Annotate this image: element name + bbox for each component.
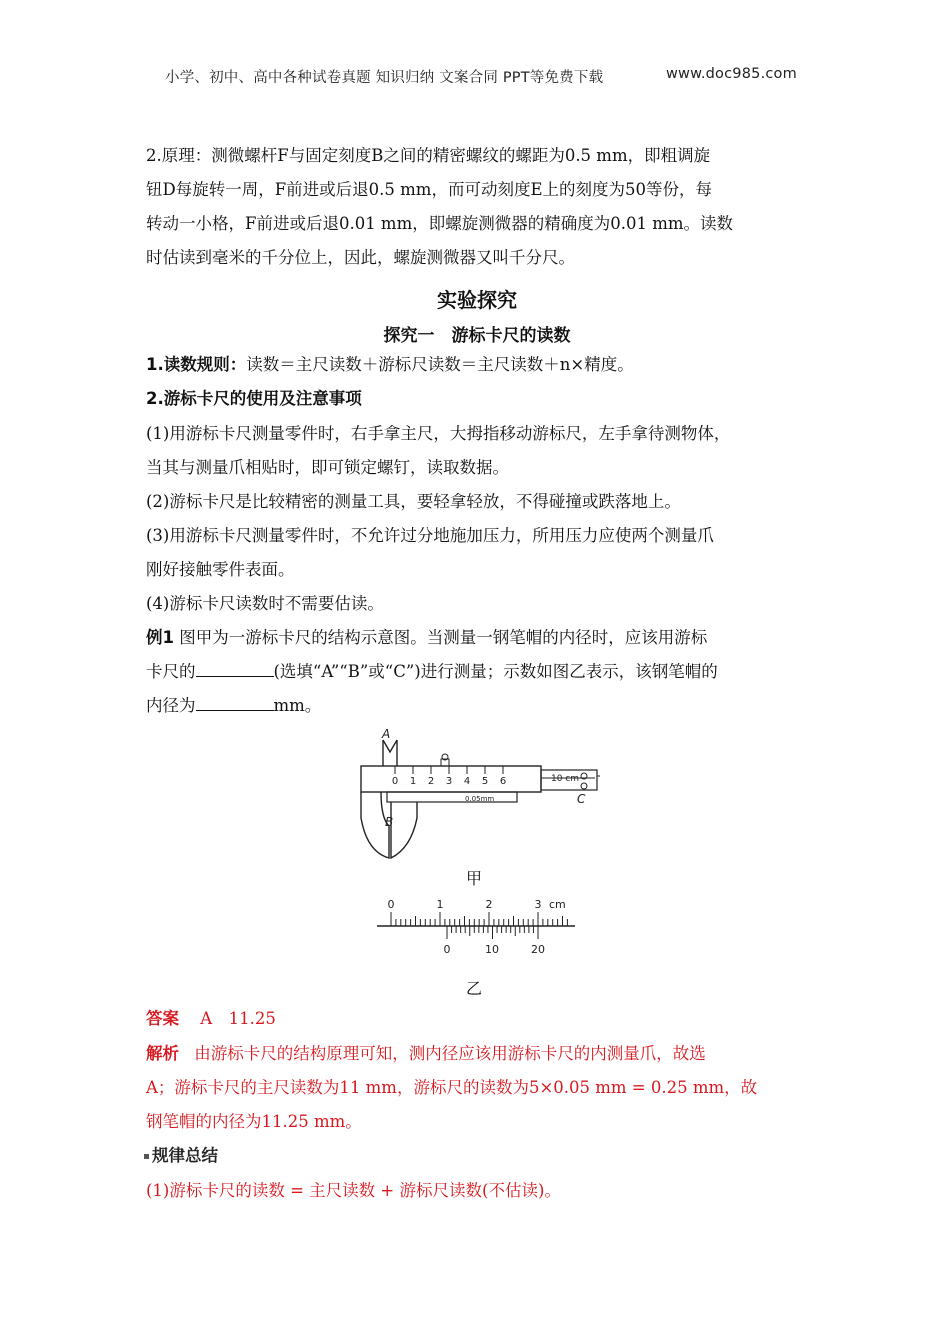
reading-rule-label: 1.读数规则：	[146, 355, 247, 374]
scale-vernier-0: 0	[443, 943, 451, 956]
analysis-label: 解析	[146, 1044, 179, 1063]
note-1-line-1: (1)用游标卡尺测量零件时，右手拿主尺，大拇指移动游标尺，左手拿待测物体，	[146, 424, 731, 443]
main-tick-3: 3	[445, 776, 453, 787]
figure-caliper	[355, 726, 605, 861]
jaw-b-sliding	[391, 802, 417, 858]
example-text-2b: (选填“A”“B”或“C”)进行测量；示数如图乙表示，该钢笔帽的	[273, 662, 718, 681]
scale-main-0: 0	[387, 898, 395, 911]
label-c: C	[577, 792, 586, 806]
label-b: B	[385, 815, 394, 829]
scale-vernier-20: 20	[531, 943, 545, 956]
example-line-3	[146, 696, 808, 716]
main-tick-0: 0	[391, 776, 399, 787]
example-label: 例1	[146, 628, 174, 647]
scale-unit: cm	[549, 898, 566, 911]
vernier-label: 0.05mm	[465, 795, 495, 803]
note-4: (4)游标卡尺读数时不需要估读。	[146, 594, 384, 613]
main-tick-6: 6	[499, 776, 507, 787]
principle-line-2: 钮D每旋转一周，F前进或后退0.5 mm，而可动刻度E上的刻度为50等份，每	[146, 180, 712, 199]
note-2: (2)游标卡尺是比较精密的测量工具，要轻拿轻放，不得碰撞或跌落地上。	[146, 492, 681, 511]
summary-heading	[144, 1142, 218, 1166]
answer-blank-1[interactable]	[196, 662, 274, 677]
scale-main-1: 1	[436, 898, 444, 911]
main-tick-2: 2	[427, 776, 435, 787]
main-scale	[395, 766, 503, 774]
header-website: www.doc985.com	[666, 66, 797, 82]
vernier-slider	[387, 792, 517, 802]
scale-main-2: 2	[485, 898, 493, 911]
main-tick-4: 4	[463, 776, 471, 787]
example-text-3b: mm。	[273, 696, 322, 715]
analysis-line-1	[146, 1044, 808, 1064]
figure-a-caption: 甲	[466, 869, 483, 888]
note-3-line-2: 刚好接触零件表面。	[146, 560, 295, 579]
vernier-scale-ticks	[447, 926, 538, 939]
example-line-2	[146, 662, 808, 682]
label-a: A	[382, 727, 391, 741]
figure-vernier-scale	[375, 894, 580, 960]
principle-line-3: 转动一小格，F前进或后退0.01 mm，即螺旋测微器的精确度为0.01 mm。读数	[146, 214, 733, 233]
usage-notes-title: 2.游标卡尺的使用及注意事项	[146, 389, 362, 408]
main-tick-5: 5	[481, 776, 489, 787]
example-line-1	[146, 628, 808, 648]
example-text-1: 图甲为一游标卡尺的结构示意图。当测量一钢笔帽的内径时，应该用游标	[179, 628, 708, 647]
analysis-line-2: A；游标卡尺的主尺读数为11 mm，游标尺的读数为5×0.05 mm = 0.25 mm，故	[146, 1078, 758, 1097]
header-left-text: 小学、初中、高中各种试卷真题 知识归纳 文案合同 PPT等免费下载	[165, 70, 604, 86]
analysis-text-1: 由游标卡尺的结构原理可知，测内径应该用游标卡尺的内测量爪，故选	[194, 1044, 706, 1063]
answer-blank-2[interactable]	[196, 696, 274, 711]
scale-main-3: 3	[534, 898, 542, 911]
unit-label: 10 cm	[551, 774, 580, 784]
answer-value: A 11.25	[200, 1009, 276, 1028]
principle-line-4: 时估读到毫米的千分位上，因此，螺旋测微器又叫千分尺。	[146, 248, 575, 267]
note-3-line-1: (3)用游标卡尺测量零件时，不允许过分地施加压力，所用压力应使两个测量爪	[146, 526, 714, 545]
example-text-3a: 内径为	[146, 696, 196, 715]
bullet-icon	[144, 1154, 149, 1159]
scale-vernier-10: 10	[485, 943, 499, 956]
main-tick-1: 1	[409, 776, 417, 787]
analysis-line-3: 钢笔帽的内径为11.25 mm。	[146, 1112, 362, 1131]
principle-line-1: 2.原理：测微螺杆F与固定刻度B之间的精密螺纹的螺距为0.5 mm，即粗调旋	[146, 146, 711, 165]
answer-line	[146, 1009, 808, 1029]
summary-item-1: (1)游标卡尺的读数 = 主尺读数 + 游标尺读数(不估读)。	[146, 1181, 561, 1200]
example-text-2a: 卡尺的	[146, 662, 196, 681]
summary-heading-text: 规律总结	[152, 1146, 218, 1165]
main-scale-ticks	[391, 912, 567, 926]
reading-rule	[146, 355, 808, 375]
reading-rule-text: 读数＝主尺读数＋游标尺读数＝主尺读数＋n×精度。	[246, 355, 634, 374]
jaw-a	[383, 740, 397, 766]
note-1-line-2: 当其与测量爪相贴时，即可锁定螺钉，读取数据。	[146, 458, 509, 477]
section-title: 实验探究	[437, 288, 517, 312]
subsection-title: 探究一 游标卡尺的读数	[383, 326, 571, 346]
figure-b-caption: 乙	[466, 979, 483, 998]
answer-label: 答案	[146, 1009, 179, 1028]
